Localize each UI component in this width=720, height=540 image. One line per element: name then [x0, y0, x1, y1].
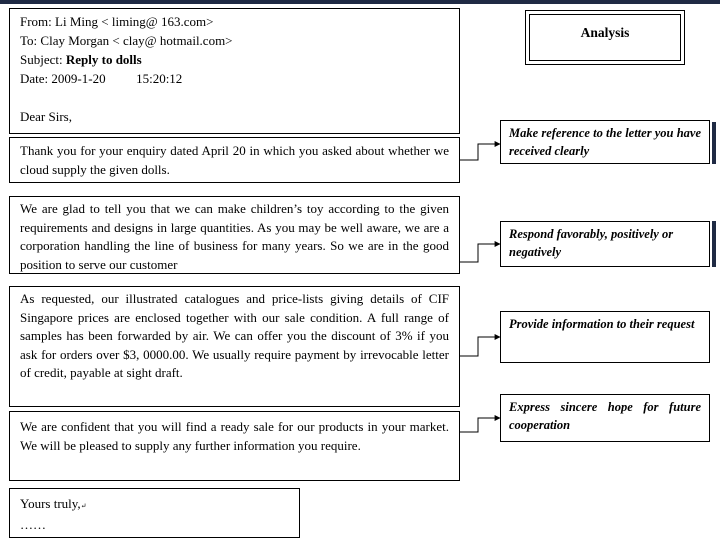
arrow-response — [460, 244, 500, 262]
paragraph-information: As requested, our illustrated catalogues and price-lists giving details of CIF Singapore prices are enclosed together with our sale condition. A full range of samples has been forwarded by air. We can offer you the discount of 3% if you ask for orders over $3, 0000.00. We usually require payment by irrevocable letter of credit, payable at sight draft. — [20, 291, 449, 381]
analysis-note-information: Provide information to their request — [500, 311, 710, 363]
date-value: 2009-1-20 — [51, 71, 106, 86]
analysis-note-cooperation: Express sincere hope for future cooperation — [500, 394, 710, 442]
closing-line — [20, 495, 289, 516]
paragraph-reference-box — [9, 137, 460, 183]
closing-return-mark: ↵ — [80, 502, 87, 510]
analysis-note-reference: Make reference to the letter you have received clearly — [500, 120, 710, 164]
subject-label: Subject: — [20, 52, 63, 67]
subject-row — [20, 51, 449, 70]
closing-text: Yours truly, — [20, 496, 81, 511]
paragraph-cooperation-box — [9, 411, 460, 481]
email-header-box — [9, 8, 460, 134]
analysis-note-response: Respond favorably, positively or negatively — [500, 221, 710, 267]
closing-box — [9, 488, 300, 538]
from-label: From: — [20, 14, 52, 29]
to-value: Clay Morgan < clay@ hotmail.com> — [40, 33, 233, 48]
from-row — [20, 13, 449, 32]
arrow-cooperation — [460, 418, 500, 432]
right-edge-accent — [712, 122, 716, 164]
time-value: 15:20:12 — [136, 71, 183, 86]
arrow-information — [460, 337, 500, 356]
paragraph-reference: Thank you for your enquiry dated April 20 in which you asked about whether we cloud supply the given dolls. — [20, 143, 449, 177]
signature-text: …… — [20, 516, 46, 532]
to-label: To: — [20, 33, 38, 48]
subject-value: Reply to dolls — [65, 52, 142, 67]
salutation: Dear Sirs, — [20, 109, 72, 124]
analysis-title-frame — [525, 10, 685, 65]
paragraph-response: We are glad to tell you that we can make children’s toy according to the given requirements and designs in large quantities. As you may be well aware, we are a corporation handling the line of business for many years. So we are in the good position to serve our customer — [20, 201, 449, 272]
analysis-title: Analysis — [529, 14, 681, 61]
paragraph-information-box — [9, 286, 460, 407]
date-label: Date: — [20, 71, 49, 86]
date-row — [20, 70, 449, 89]
paragraph-cooperation: We are confident that you will find a ready sale for our products in your market. We will be pleased to supply any further information you require. — [20, 419, 449, 453]
top-accent-bar — [0, 0, 720, 4]
right-edge-accent — [712, 221, 716, 267]
from-value: Li Ming < liming@ 163.com> — [55, 14, 214, 29]
to-row — [20, 32, 449, 51]
paragraph-response-box — [9, 196, 460, 274]
arrow-reference — [460, 144, 500, 160]
